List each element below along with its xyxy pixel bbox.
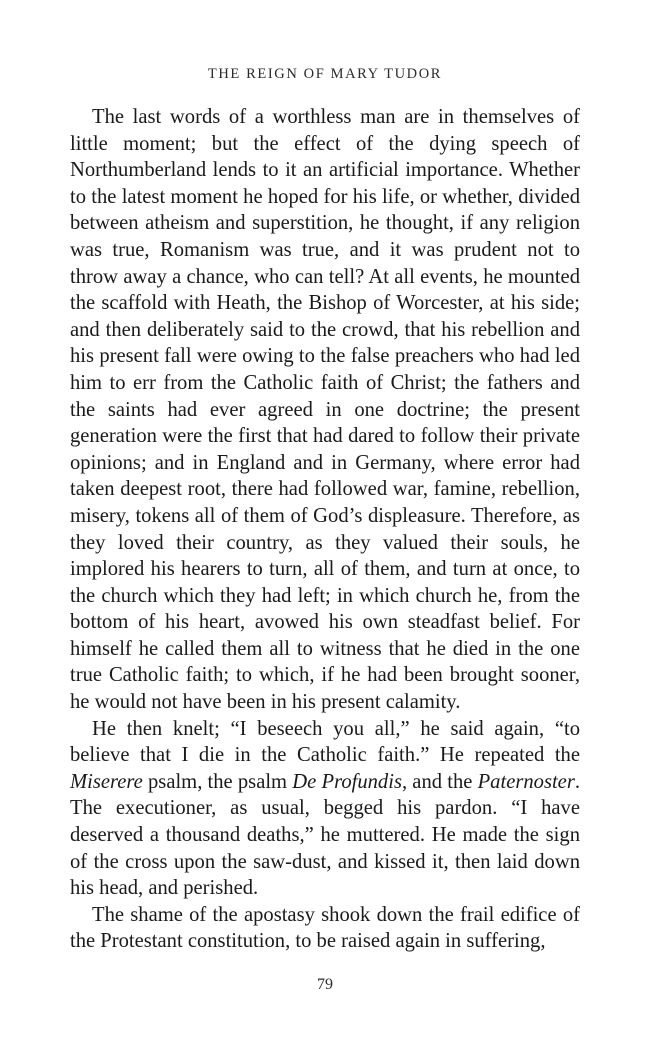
italic-de-profundis: De Profundis [292, 770, 402, 793]
paragraph-2-text-d: . The executioner, as usual, begged his pardon. “I have deserved a thousand deaths,” he muttered. He made the sign of the cross upon the saw-dust, and kissed it, then laid down his head, and perished. [70, 770, 580, 900]
paragraph-3 [70, 902, 580, 955]
italic-paternoster: Paternoster [477, 770, 575, 793]
italic-miserere: Miserere [70, 770, 143, 793]
paragraph-2-text-c: , and the [401, 770, 478, 793]
body-text [70, 104, 580, 955]
paragraph-2 [70, 716, 580, 902]
paragraph-1-text: The last words of a worthless man are in themselves of little moment; but the effect of the dying speech of Northumberland lends to it an artificial importance. Whether to the latest moment he hoped for his life, or whether, divided between atheism and superstition, he thought, if any religion was true, Romanism was true, and it was prudent not to throw away a chance, who can tell? At all events, he mounted the scaffold with Heath, the Bishop of Worcester, at his side; and then deliberately said to the crowd, that his rebellion and his present fall were owing to the false preachers who had led him to err from the Catholic faith of Christ; the fathers and the saints had ever agreed in one doctrine; the present generation were the first that had dared to follow their private opinions; and in England and in Germany, where error had taken deepest root, there had followed war, famine, rebellion, misery, tokens all of them of God’s displeasure. Therefore, as they loved their country, as they valued their souls, he implored his hearers to turn, all of them, and turn at once, to the church which they had left; in which church he, from the bottom of his heart, avowed his own steadfast belief. For himself he called them all to witness that he died in the one true Catholic faith; to which, if he had been brought sooner, he would not have been in his present calamity. [70, 106, 580, 714]
running-head: THE REIGN OF MARY TUDOR [207, 66, 443, 82]
paragraph-3-text: The shame of the apostasy shook down the frail edifice of the Protestant constitution, to be raised again in suffering, [70, 903, 580, 953]
paragraph-1 [70, 104, 580, 716]
paragraph-2-text-a: He then knelt; “I beseech you all,” he said again, “to believe that I die in the Catholic faith.” He repeated the [70, 717, 580, 767]
paragraph-2-text-b: psalm, the psalm [142, 770, 293, 793]
page-number: 79 [317, 976, 333, 993]
